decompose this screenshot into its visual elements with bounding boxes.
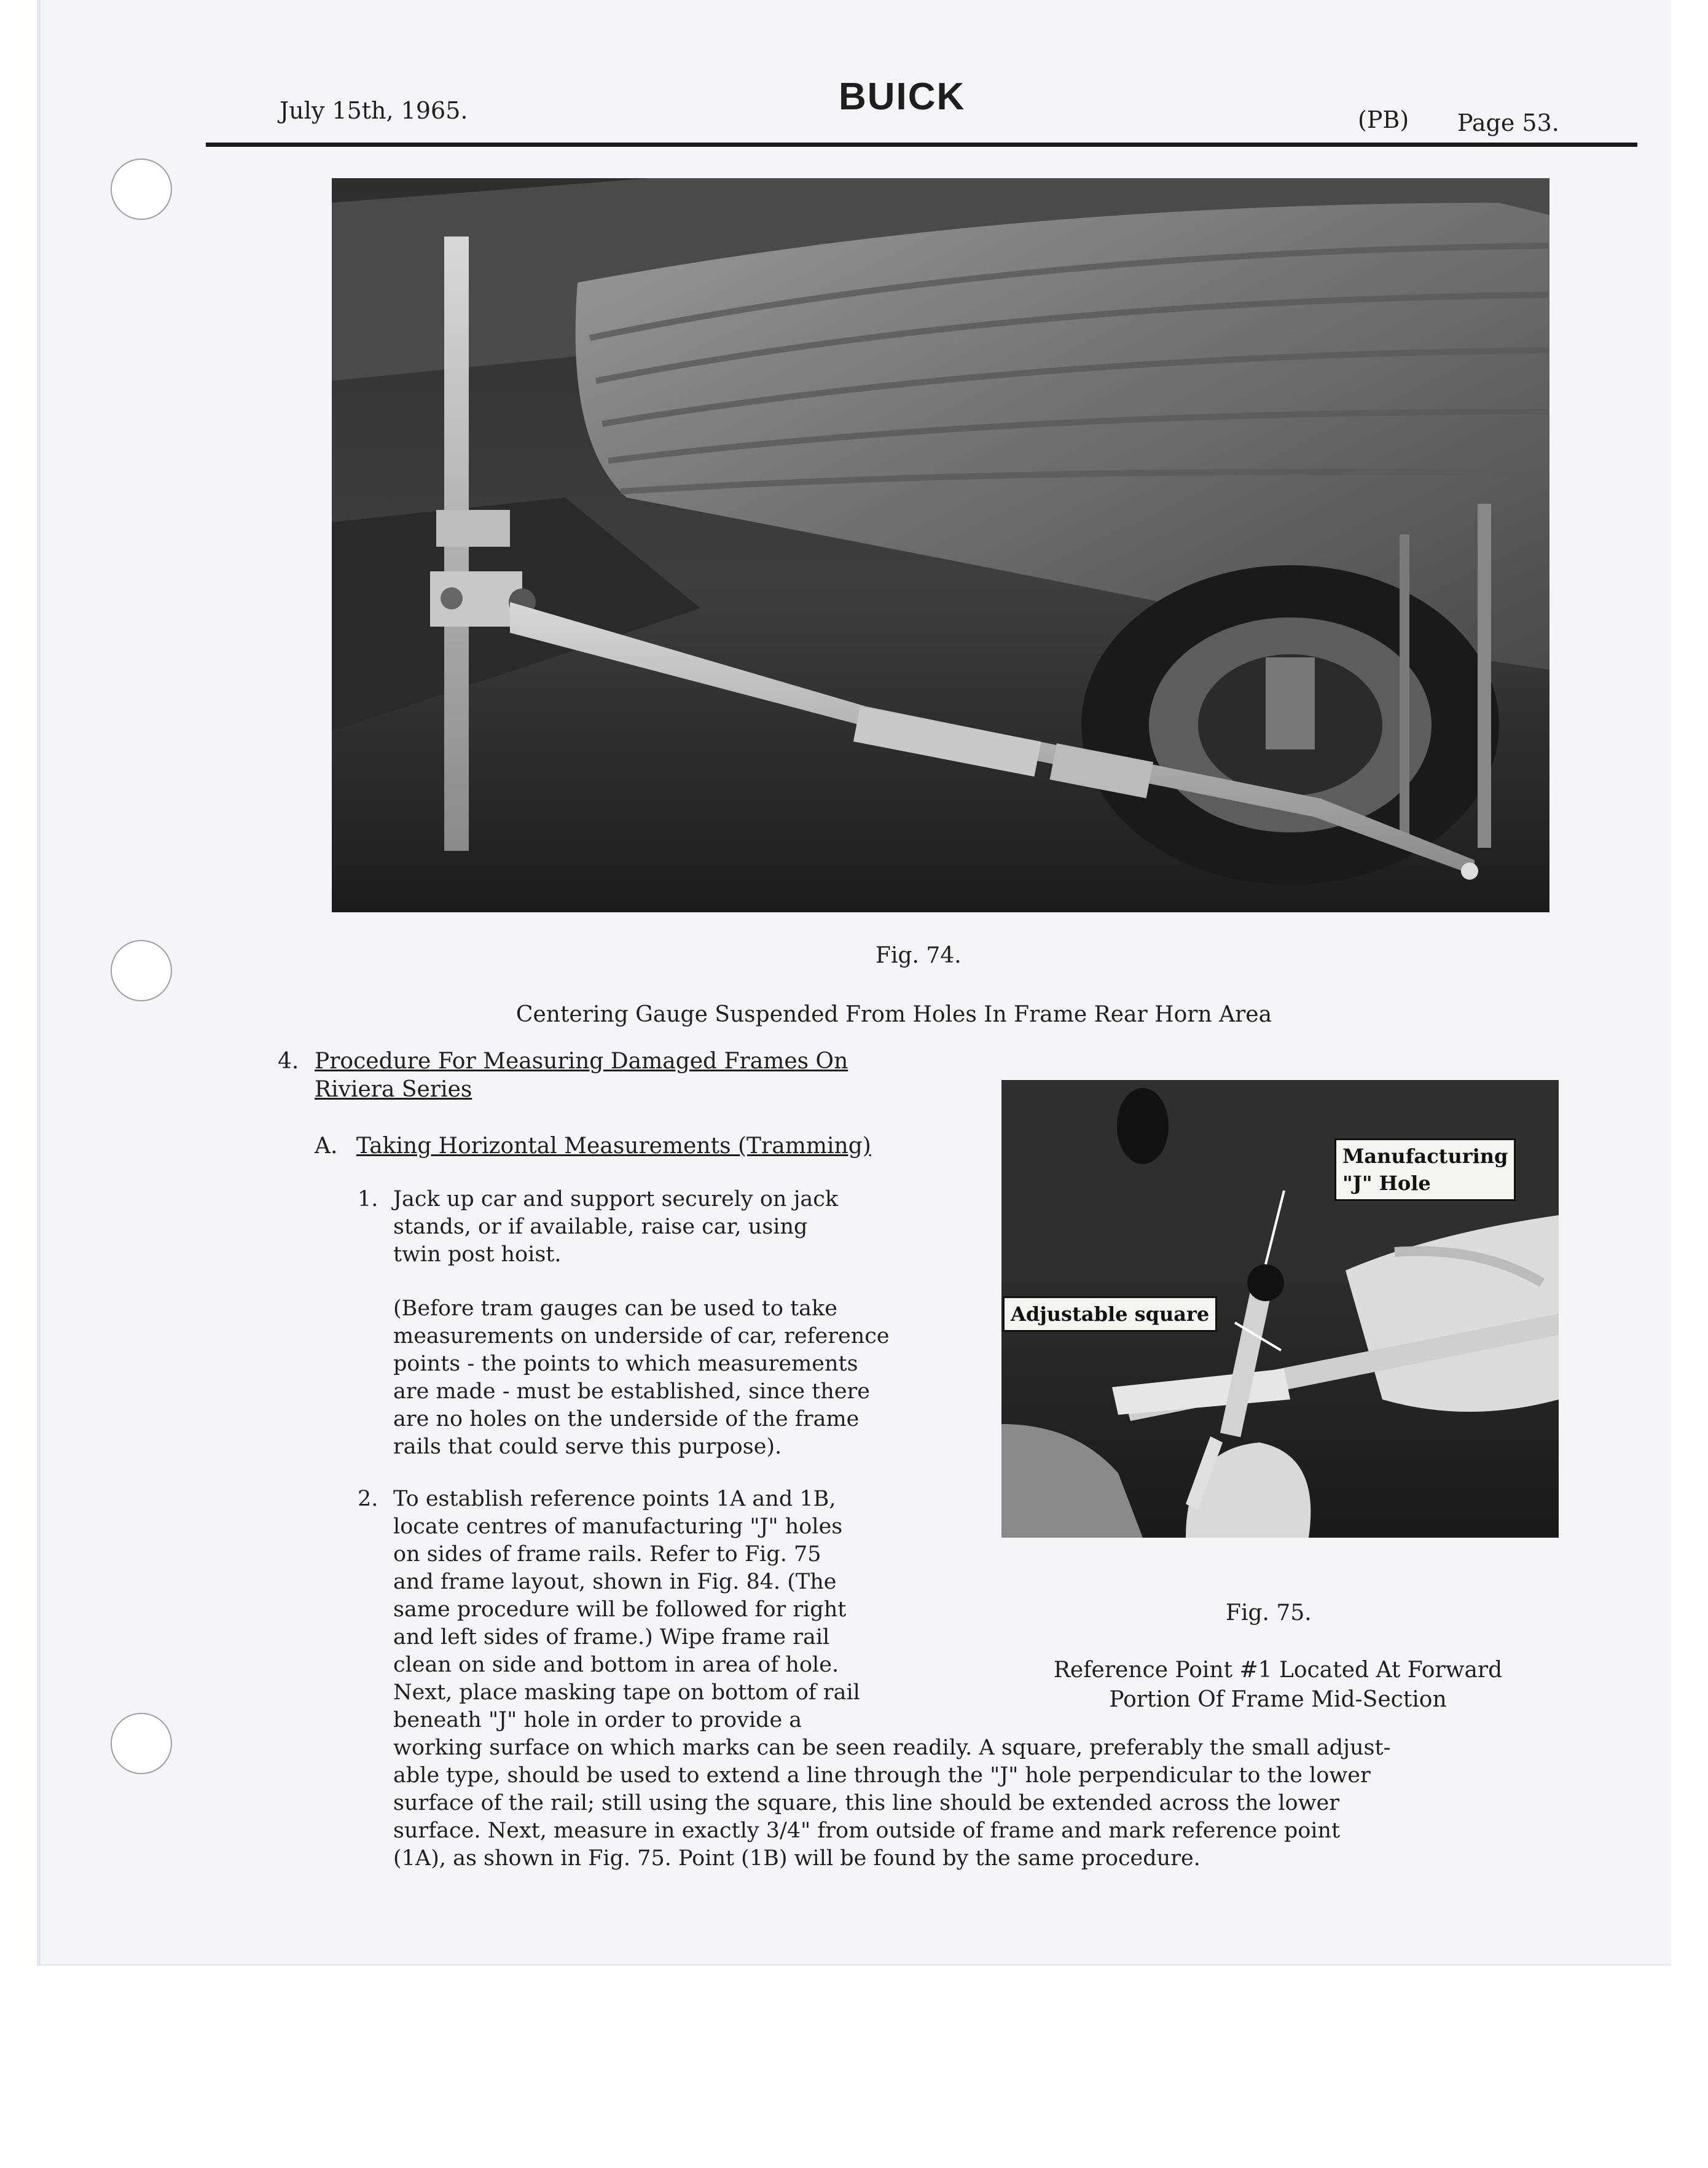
- step2-line: Next, place masking tape on bottom of rail: [393, 1680, 860, 1705]
- binder-hole-bottom: [111, 1713, 172, 1774]
- step2-line: surface of the rail; still using the square, this line should be extended across the lower: [393, 1791, 1339, 1815]
- step2-text: [393, 1485, 983, 1734]
- step2-line: beneath "J" hole in order to provide a: [393, 1708, 802, 1732]
- step2-line: working surface on which marks can be seen readily. A square, preferably the small adjust-: [393, 1736, 1391, 1760]
- step2-line: on sides of frame rails. Refer to Fig. 75: [393, 1542, 821, 1567]
- fig74-caption: Centering Gauge Suspended From Holes In Frame Rear Horn Area: [515, 1002, 1272, 1027]
- header-page-number: Page 53.: [1457, 109, 1559, 136]
- step2-line: and left sides of frame.) Wipe frame rail: [393, 1625, 830, 1649]
- binder-hole-top: [111, 158, 172, 220]
- note-line: are no holes on the underside of the frame: [393, 1407, 860, 1431]
- fig74-photo: [332, 178, 1549, 912]
- note-line: points - the points to which measurements: [393, 1352, 858, 1376]
- step1-line: stands, or if available, raise car, using: [393, 1215, 808, 1239]
- note-line: measurements on underside of car, reference: [393, 1324, 890, 1348]
- step2-line: surface. Next, measure in exactly 3/4" from outside of frame and mark reference point: [393, 1818, 1341, 1843]
- step1-line: twin post hoist.: [393, 1242, 562, 1267]
- callout-j-hole-line2: "J" Hole: [1342, 1172, 1431, 1195]
- step1-number: 1.: [358, 1187, 378, 1211]
- step2-line: locate centres of manufacturing "J" holes: [393, 1514, 843, 1539]
- section-title-line2: Riviera Series: [315, 1077, 472, 1102]
- subsection-letter: A.: [315, 1133, 338, 1159]
- step1-line: Jack up car and support securely on jack: [393, 1187, 839, 1211]
- step2-line: To establish reference points 1A and 1B,: [393, 1487, 836, 1511]
- step2-line: able type, should be used to extend a line through the "J" hole perpendicular to the lower: [393, 1763, 1371, 1788]
- fig75-number: Fig. 75.: [1226, 1600, 1312, 1626]
- subsection-title: Taking Horizontal Measurements (Tramming): [356, 1133, 871, 1159]
- step2-number: 2.: [358, 1487, 378, 1511]
- note-line: rails that could serve this purpose).: [393, 1434, 782, 1459]
- step2-full-width-text: [393, 1734, 1561, 1873]
- header-code: (PB): [1358, 106, 1409, 133]
- header-rule: [206, 143, 1637, 147]
- callout-leaders: [1001, 1080, 1559, 1538]
- step1-text: [393, 1186, 977, 1269]
- section-number: 4.: [278, 1049, 299, 1074]
- note-text: [393, 1295, 983, 1461]
- fig75-caption-line1: Reference Point #1 Located At Forward: [1053, 1657, 1503, 1683]
- binder-hole-middle: [111, 940, 172, 1001]
- header-date: July 15th, 1965.: [280, 97, 468, 124]
- callout-adjustable-square: Adjustable square: [1003, 1296, 1217, 1332]
- header-brand: BUICK: [839, 76, 966, 118]
- note-line: are made - must be established, since there: [393, 1379, 870, 1404]
- fig74-number: Fig. 74.: [876, 943, 962, 968]
- section-title-line1: Procedure For Measuring Damaged Frames On: [315, 1049, 848, 1074]
- step2-line: and frame layout, shown in Fig. 84. (The: [393, 1570, 837, 1594]
- step2-line: (1A), as shown in Fig. 75. Point (1B) will be found by the same procedure.: [393, 1846, 1201, 1871]
- fig75-caption-line2: Portion Of Frame Mid-Section: [1109, 1687, 1447, 1712]
- step2-line: same procedure will be followed for right: [393, 1597, 847, 1622]
- callout-j-hole-line1: Manufacturing: [1342, 1145, 1508, 1168]
- step2-line: clean on side and bottom in area of hole.: [393, 1653, 839, 1677]
- note-line: (Before tram gauges can be used to take: [393, 1296, 837, 1321]
